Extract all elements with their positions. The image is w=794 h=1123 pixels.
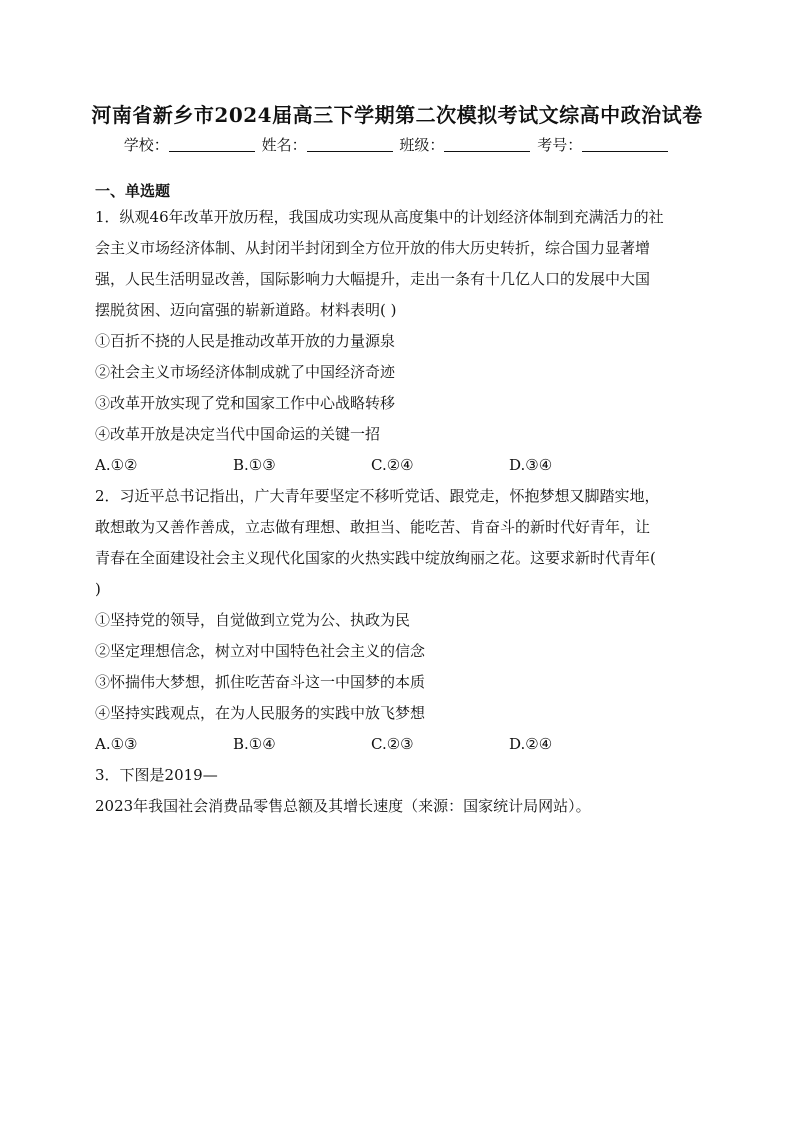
statement-item: ③怀揣伟大梦想，抓住吃苦奋斗这一中国梦的本质 xyxy=(95,673,426,691)
question-stem-line: 1．纵观46年改革开放历程，我国成功实现从高度集中的计划经济体制到充满活力的社 xyxy=(95,208,664,226)
statement-item: ②坚定理想信念，树立对中国特色社会主义的信念 xyxy=(95,642,426,660)
exam-number-label: 考号： xyxy=(537,136,583,154)
question-stem-line: 青春在全面建设社会主义现代化国家的火热实践中绽放绚丽之花。这要求新时代青年( xyxy=(95,549,656,567)
question-stem-line: ) xyxy=(95,580,101,598)
statement-item: ①百折不挠的人民是推动改革开放的力量源泉 xyxy=(95,332,396,350)
choice-c[interactable]: C.②③ xyxy=(371,735,414,753)
choice-d[interactable]: D.③④ xyxy=(509,456,553,474)
answer-choices xyxy=(95,450,701,481)
choice-c[interactable]: C.②④ xyxy=(371,456,414,474)
statement-item: ④坚持实践观点，在为人民服务的实践中放飞梦想 xyxy=(95,704,426,722)
school-blank[interactable] xyxy=(169,137,255,152)
name-blank[interactable] xyxy=(307,137,393,152)
exam-number-blank[interactable] xyxy=(582,137,668,152)
question-stem-line: 强，人民生活明显改善，国际影响力大幅提升，走出一条有十几亿人口的发展中大国 xyxy=(95,270,651,288)
exam-title: 河南省新乡市2024届高三下学期第二次模拟考试文综高中政治试卷 xyxy=(91,103,703,127)
choice-b[interactable]: B.①④ xyxy=(233,735,276,753)
choice-a[interactable]: A.①③ xyxy=(95,735,138,753)
question-2 xyxy=(95,481,701,760)
question-stem-line: 2．习近平总书记指出，广大青年要坚定不移听党话、跟党走，怀抱梦想又脚踏实地， xyxy=(95,487,660,505)
choice-d[interactable]: D.②④ xyxy=(509,735,553,753)
choice-b[interactable]: B.①③ xyxy=(233,456,276,474)
question-stem-line: 3．下图是2019— xyxy=(95,766,218,784)
statement-item: ①坚持党的领导，自觉做到立党为公、执政为民 xyxy=(95,611,411,629)
class-blank[interactable] xyxy=(444,137,530,152)
question-3 xyxy=(95,760,701,822)
answer-choices xyxy=(95,729,701,760)
section-heading: 一、单选题 xyxy=(95,182,171,200)
name-label: 姓名： xyxy=(261,136,307,154)
question-1 xyxy=(95,202,701,481)
student-info-row xyxy=(0,134,794,156)
question-stem-line: 敢想敢为又善作善成，立志做有理想、敢担当、能吃苦、肯奋斗的新时代好青年，让 xyxy=(95,518,651,536)
statement-item: ④改革开放是决定当代中国命运的关键一招 xyxy=(95,425,381,443)
class-label: 班级： xyxy=(399,136,445,154)
statement-item: ③改革开放实现了党和国家工作中心战略转移 xyxy=(95,394,396,412)
question-stem-line: 摆脱贫困、迈向富强的崭新道路。材料表明( ) xyxy=(95,301,397,319)
question-list xyxy=(95,202,701,822)
choice-a[interactable]: A.①② xyxy=(95,456,138,474)
question-stem-line: 会主义市场经济体制、从封闭半封闭到全方位开放的伟大历史转折，综合国力显著增 xyxy=(95,239,651,257)
question-stem-line: 2023年我国社会消费品零售总额及其增长速度（来源：国家统计局网站）。 xyxy=(95,797,591,815)
statement-item: ②社会主义市场经济体制成就了中国经济奇迹 xyxy=(95,363,396,381)
school-label: 学校： xyxy=(123,136,169,154)
